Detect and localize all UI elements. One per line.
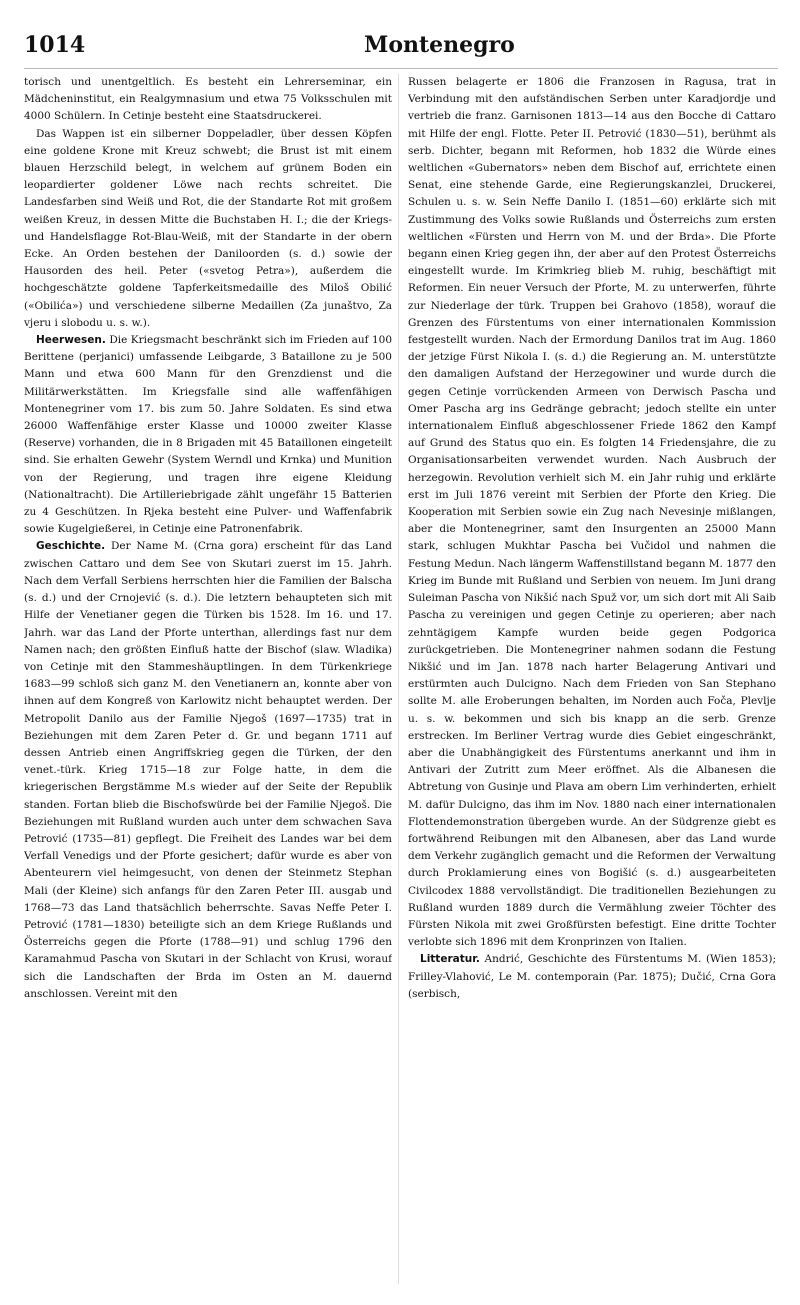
military-text: Die Kriegsmacht beschränkt sich im Frieden auf 100 Berittene (perjanici) umfassende Leibgarde, 3 Bataillone zu je 500 Mann und etwa 600 Mann für den Grenzdienst und die Militärwerkstätten. Im Kriegsfalle sind alle waffenfähigen Montenegriner vom 17. bis zum 50. Jahre Soldaten. Es sind etwa 26000 Waffenfähige erster Klasse und 10000 zweiter Klasse (Reserve) vorhanden, die in 8 Brigaden mit 45 Bataillonen eingeteilt sind. Sie erhalten Gewehr (System Werndl und Krnka) und Munition von der Regierung, und tragen ihre eigene Kleidung (Nationaltracht). Die Artilleriebrigade zählt ungefähr 15 Batterien zu 4 Geschützen. In Rjeka besteht eine Pulver- und Waffenfabrik sowie Kugelgießerei, in Cetinje eine Patronenfabrik. <box>24 334 392 536</box>
paragraph-coat-of-arms: Das Wappen ist ein silberner Doppeladler, über dessen Köpfen eine goldene Krone mit Kreuz schwebt; die Brust ist mit einem blauen Herzschild belegt, in welchem auf grünem Boden ein leopardierter goldener Löwe nach rechts schreitet. Die Landesfarben sind Weiß und Rot, die der Standarte Rot mit großem weißen Kreuz, in dessen Mitte die Buchstaben H. I.; die der Kriegs- und Handelsflagge Rot-Blau-Weiß, mit der Standarte in der obern Ecke. An Orden bestehen der Daniloorden (s. d.) sowie der Hausorden des heil. Peter («svetog Petra»), außerdem die hochgeschätzte goldene Tapferkeitsmedaille des Miloš Obilić («Obilića») und verschiedene silberne Medaillen (Za junaštvo, Za vjeru i slobodu u. s. w.). <box>24 127 392 329</box>
paragraph-history <box>24 538 392 1002</box>
column-divider <box>398 74 399 1284</box>
paragraph-military <box>24 332 392 538</box>
history-text: Der Name M. (Crna gora) erscheint für das Land zwischen Cattaro und dem See von Skutari zuerst im 15. Jahrh. Nach dem Verfall Serbiens herrschten hier die Familien der Balscha (s. d.) und der Crnojević (s. d.). Die letztern behaupteten sich mit Hilfe der Venetianer gegen die Türken bis 1528. Im 16. und 17. Jahrh. war das Land der Pforte unterthan, allerdings fast nur dem Namen nach; den größten Einfluß hatte der Bischof (slaw. Wladika) von Cetinje mit den Stammeshäuptlingen. In dem Türkenkriege 1683—99 schloß sich ganz M. den Venetianern an, konnte aber von ihnen auf dem Kongreß von Karlowitz nicht behauptet werden. Der Metropolit Danilo aus der Familie Njegoš (1697—1735) trat in Beziehungen mit dem Zaren Peter d. Gr. und begann 1711 auf dessen Antrieb einen Angriffskrieg gegen die Türken, der den venet.-türk. Krieg 1715—18 zur Folge hatte, in dem die kriegerischen Bergstämme M.s wieder auf der Seite der Republik standen. Fortan blieb die Bischofswürde bei der Familie Njegoš. Die Beziehungen mit Rußland wurden auch unter dem schwachen Sava Petrović (1735—81) gepflegt. Die Freiheit des Landes war bei dem Verfall Venedigs und der Pforte gesichert; dafür wurde es aber von Abenteurern viel heimgesucht, von denen der Steinmetz Stephan Mali (der Kleine) sich anfangs für den Zaren Peter III. ausgab und 1768—73 das Land thatsächlich beherrschte. Savas Neffe Peter I. Petrović (1781—1830) beteiligte sich an dem Kriege Rußlands und Österreichs gegen die Pforte (1788—91) und schlug 1796 den Karamahmud Pascha von Skutari in der Schlacht von Krusi, worauf sich die Landschaften der Brda im Osten an M. dauernd anschlossen. Vereint mit den <box>24 540 392 1000</box>
section-heading-military: Heerwesen. <box>36 334 106 347</box>
literature-text: Andrić, Geschichte des Fürstentums M. (Wien 1853); Frilley-Vlahović, Le M. contemporain (Par. 1875); Dučić, Crna Gora (serbisch, <box>408 953 776 1000</box>
page-header <box>24 14 778 64</box>
paragraph-history-continued: Russen belagerte er 1806 die Franzosen in Ragusa, trat in Verbindung mit den aufständischen Serben unter Karadjordje und vertrieb die franz. Garnisonen 1813—14 aus den Bocche di Cattaro mit Hilfe der engl. Flotte. Peter II. Petrović (1830—51), berühmt als serb. Dichter, begann mit Reformen, hob 1832 die Würde eines weltlichen «Gubernators» neben dem Bischof auf, errichtete einen Senat, eine stehende Garde, eine Regierungskanzlei, Druckerei, Schulen u. s. w. Sein Neffe Danilo I. (1851—60) erklärte sich mit Zustimmung des Volks sowie Rußlands und Österreichs zum ersten weltlichen «Fürsten und Herrn von M. und der Brda». Die Pforte begann einen Krieg gegen ihn, der aber auf den Protest Österreichs eingestellt wurde. Im Krimkrieg blieb M. ruhig, beschäftigt mit Reformen. Ein neuer Versuch der Pforte, M. zu unterwerfen, führte zur Niederlage der türk. Truppen bei Grahovo (1858), worauf die Grenzen des Fürstentums von einer internationalen Kommission festgestellt wurden. Nach der Ermordung Danilos trat im Aug. 1860 der jetzige Fürst Nikola I. (s. d.) die Regierung an. M. unterstützte den damaligen Aufstand der Herzegowiner und wurde durch die gegen Cetinje vorrückenden Armeen von Derwisch Pascha und Omer Pascha arg ins Gedränge gebracht; jedoch stellte ein unter internationalem Einfluß abgeschlossener Friede 1862 den Kampf auf Grund des Status quo ein. Es folgten 14 Friedensjahre, die zu Organisationsarbeiten verwendet wurden. Nach Ausbruch der herzegowin. Revolution verhielt sich M. ein Jahr ruhig und erklärte erst im Juli 1876 vereint mit Serbien der Pforte den Krieg. Die Kooperation mit Serbien sowie ein Zug nach Nevesinje mißlangen, aber die Montenegriner, samt den Insurgenten an 25000 Mann stark, schlugen Mukhtar Pascha bei Vučidol und nahmen die Festung Medun. Nach längerm Waffenstillstand begann M. 1877 den Krieg im Bunde mit Rußland und Serbien von neuem. Im Juni drang Suleiman Pascha von Nikšić nach Spuž vor, um sich dort mit Ali Saib Pascha zu vereinigen und gegen Cetinje zu operieren; aber nach zehntägigem Kampfe wurden beide gegen Podgorica zurückgetrieben. Die Montenegriner nahmen sodann die Festung Nikšić und im Jan. 1878 nach harter Belagerung Antivari und erstürmten auch Dulcigno. Nach dem Frieden von San Stephano sollte M. alle Eroberungen behalten, im Norden auch Foča, Plevlje u. s. w. bekommen und sich bis knapp an die serb. Grenze erstrecken. Im Berliner Vertrag wurde dies Gebiet eingeschränkt, aber die Unabhängigkeit des Fürstentums anerkannt und ihm in Antivari der Zutritt zum Meer eröffnet. Als die Albanesen die Abtretung von Gusinje und Plava am obern Lim verhinderten, erhielt M. dafür Dulcigno, das ihm im Nov. 1880 nach einer internationalen Flottendemonstration übergeben wurde. An der Südgrenze giebt es fortwährend Reibungen mit den Albanesen, aber das Land wurde dem Verkehr zugänglich gemacht und die Reformen der Verwaltung durch Proklamierung eines von Bogišić (s. d.) ausgearbeiteten Civilcodex 1888 vervollständigt. Die traditionellen Beziehungen zu Rußland wurden 1889 durch die Vermählung zweier Töchter des Fürsten Nikola mit zwei Großfürsten befestigt. Eine dritte Tochter verlobte sich 1896 mit dem Kronprinzen von Italien. <box>408 76 776 949</box>
paragraph-literature <box>408 951 776 1003</box>
section-heading-literature: Litteratur. <box>420 953 480 966</box>
running-title: Montenegro <box>364 32 515 58</box>
section-heading-history: Geschichte. <box>36 540 106 553</box>
left-column <box>24 74 392 1284</box>
page-number: 1014 <box>24 32 86 58</box>
paragraph-school-continued: torisch und unentgeltlich. Es besteht ein Lehrerseminar, ein Mädcheninstitut, ein Realgymnasium und etwa 75 Volksschulen mit 4000 Schülern. In Cetinje besteht eine Staatsdruckerei. <box>24 76 392 123</box>
header-rule <box>24 68 778 69</box>
right-column <box>408 74 776 1284</box>
